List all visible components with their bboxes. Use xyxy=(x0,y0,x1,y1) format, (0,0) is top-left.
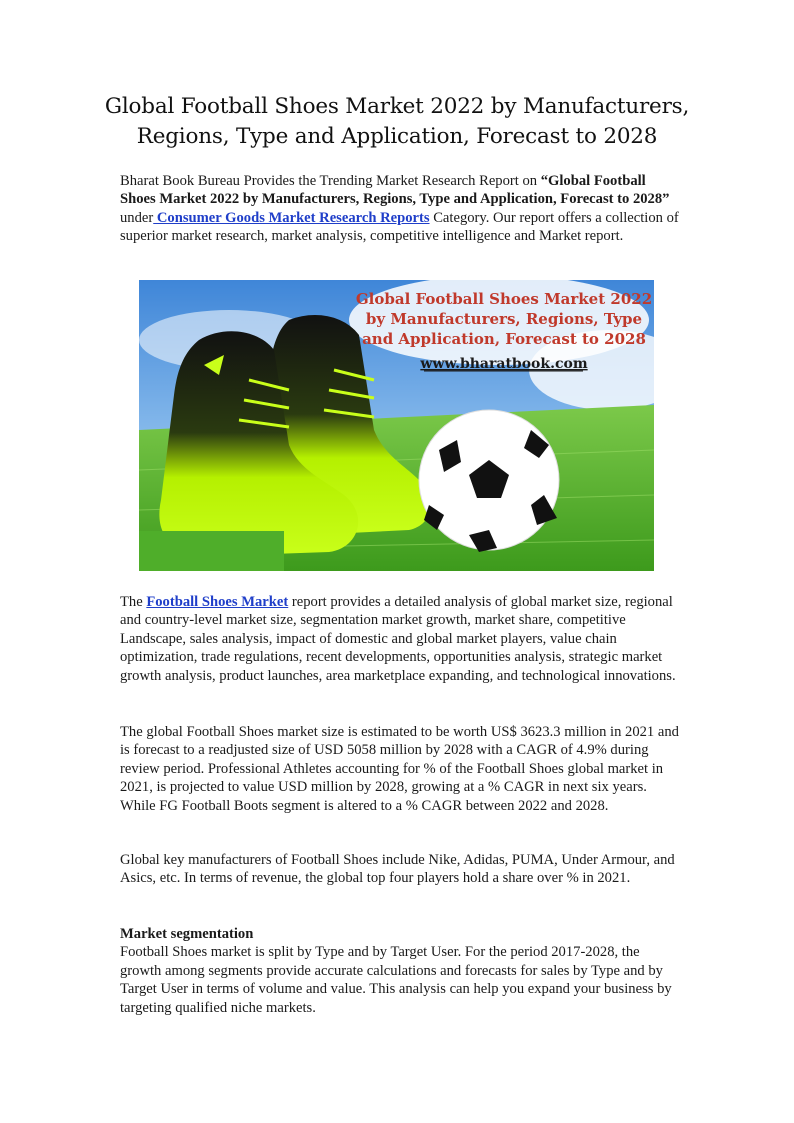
intro-paragraph xyxy=(120,172,680,246)
p3-text: The global Football Shoes market size is estimated to be worth US$ 3623.3 million in 2021 and is forecast to a readjusted size of USD 5058 million by 2028 with a CAGR of 4.9% during review period. Professional Athletes accounting for % of the Football Shoes global market in 2021, is projected to value USD million by 2028, growing at a % CAGR in next six years. While FG Football Boots segment is altered to a % CAGR between 2022 and 2028. xyxy=(120,724,679,814)
market-size-paragraph xyxy=(120,723,680,815)
p2-text-2: report provides a detailed analysis of global market size, regional and country-level market size, segmentation market growth, market share, competitive Landscape, sales analysis, impact of domestic and global market players, value chain optimization, trade regulations, recent developments, opportunities analysis, strategic market growth analysis, product launches, area marketplace expanding, and technological innovations. xyxy=(120,594,676,684)
report-banner-image xyxy=(139,280,654,571)
intro-text-3: Category. Our report offers a collection of superior market research, market analysis, competitive intelligence and Market report. xyxy=(120,209,679,245)
intro-text-1: Bharat Book Bureau Provides the Trending Market Research Report on xyxy=(120,173,541,189)
manufacturers-paragraph xyxy=(120,851,680,888)
intro-text-2: under xyxy=(120,209,154,226)
segmentation-section xyxy=(120,925,680,1017)
p2-text-1: The xyxy=(120,594,147,610)
banner-title-line-2: by Manufacturers, Regions, Type xyxy=(365,310,643,328)
football-shoes-market-link[interactable]: Football Shoes Market xyxy=(146,594,289,610)
intro-bold-title: “Global Football Shoes Market 2022 by Manufacturers, Regions, Type and Application, Forecast to 2028” xyxy=(120,173,670,208)
consumer-goods-reports-link[interactable]: Consumer Goods Market Research Reports xyxy=(153,209,430,226)
page-title xyxy=(60,92,734,152)
p4-text: Global key manufacturers of Football Shoes include Nike, Adidas, PUMA, Under Armour, and Asics, etc. In terms of revenue, the global top four players hold a share over % in 2021. xyxy=(120,852,675,887)
market-report-paragraph xyxy=(120,593,680,685)
banner-title-line-1: Global Football Shoes Market 2022 xyxy=(355,290,653,308)
title-line-1: Global Football Shoes Market 2022 by Manufacturers, xyxy=(104,94,690,119)
banner-url: www.bharatbook.com xyxy=(420,356,588,372)
segmentation-heading: Market segmentation xyxy=(120,926,254,942)
banner-title-line-3: and Application, Forecast to 2028 xyxy=(362,330,646,348)
title-line-2: Regions, Type and Application, Forecast to 2028 xyxy=(136,124,658,149)
segmentation-text: Football Shoes market is split by Type and by Target User. For the period 2017-2028, the growth among segments provide accurate calculations and forecasts for sales by Type and by Target User in terms of volume and value. This analysis can help you expand your business by targeting qualified niche markets. xyxy=(120,944,672,1016)
